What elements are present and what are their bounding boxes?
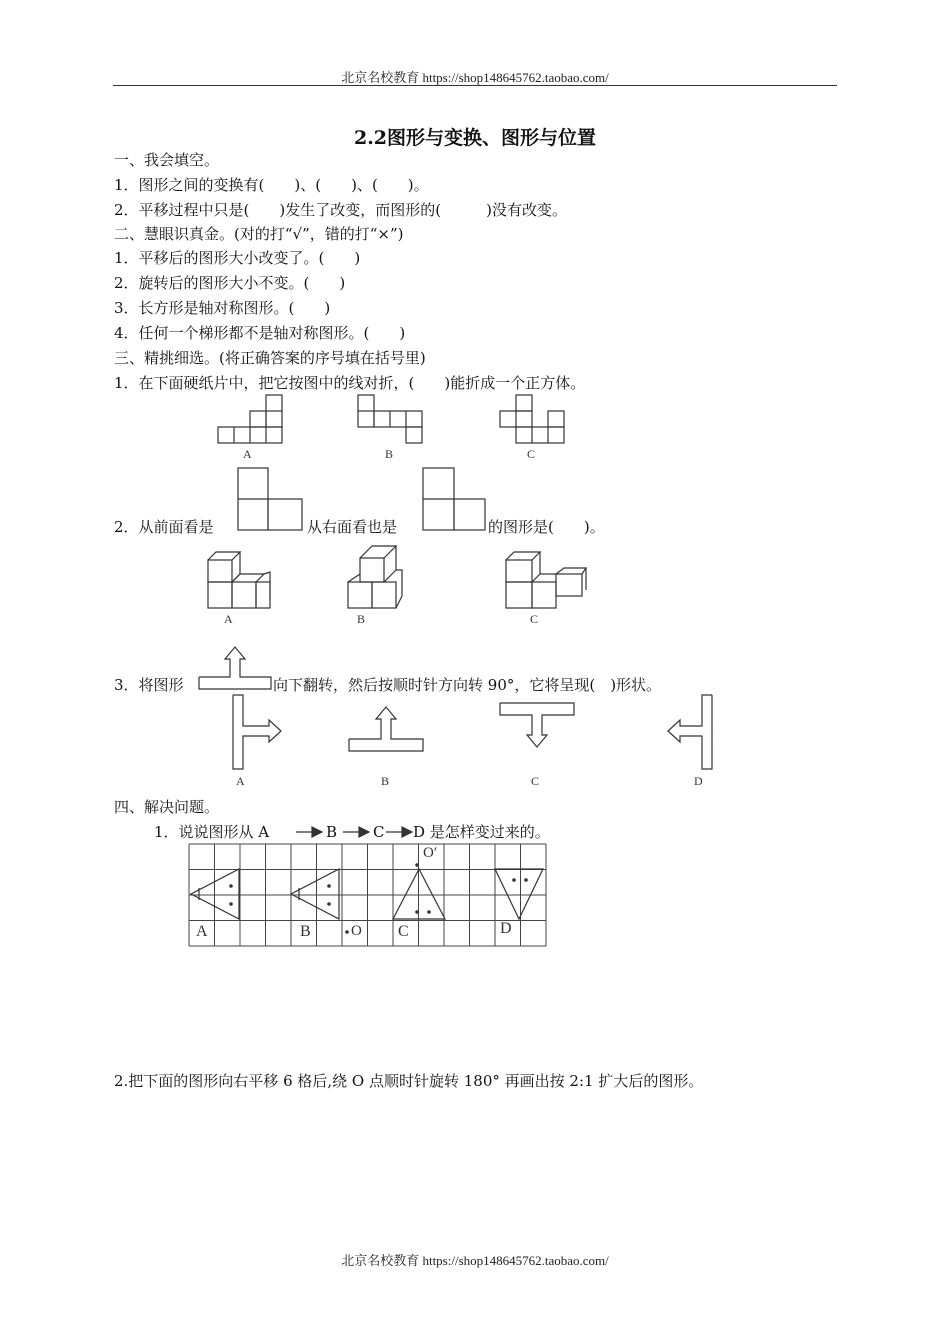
cubes-c-label: C	[530, 612, 539, 626]
s2-question-4: 4．任何一个梯形都不是轴对称图形。( )	[114, 324, 406, 342]
net-c-label: C	[527, 447, 536, 461]
arrow-t-figure	[199, 645, 273, 691]
s2-question-2: 2．旋转后的图形大小不变。( )	[114, 274, 346, 292]
cubes-a-label: A	[224, 612, 233, 626]
grid-label-d: D	[500, 920, 512, 937]
grid-label-a: A	[196, 923, 208, 940]
option-c-label: C	[531, 774, 540, 788]
arrow-right-icon	[296, 826, 324, 838]
option-c-figure	[500, 703, 576, 755]
s3-question-3-part-b: 向下翻转，然后按顺时针方向转 90°，它将呈现( )形状。	[273, 676, 662, 694]
eye-dot	[229, 884, 233, 888]
eye-dot	[327, 884, 331, 888]
grid-label-c: C	[398, 923, 409, 940]
s4-question-1-c: C	[373, 823, 385, 841]
net-b-figure	[358, 395, 424, 445]
section-2-heading: 二、慧眼识真金。(对的打“√”，错的打“×”)	[114, 225, 404, 243]
page-title: 2.2图形与变换、图形与位置	[353, 127, 597, 149]
cubes-b-figure	[348, 544, 406, 610]
point-o	[345, 930, 349, 934]
page-footer: 北京名校教育 https://shop148645762.taobao.com/	[341, 1253, 609, 1268]
s2-question-3: 3．长方形是轴对称图形。( )	[114, 299, 331, 317]
eye-dot	[512, 878, 516, 882]
eye-dot	[427, 910, 431, 914]
eye-dot	[524, 878, 528, 882]
option-d-label: D	[694, 774, 703, 788]
eye-dot	[327, 902, 331, 906]
option-b-figure	[349, 705, 425, 755]
s3-question-2-part-b: 从右面看也是	[307, 518, 398, 536]
triangle-d	[495, 869, 543, 919]
cubes-c-figure	[506, 552, 586, 610]
grid-label-b: B	[300, 923, 311, 940]
cubes-a-figure	[208, 552, 274, 610]
grid-label-o: O	[351, 923, 362, 939]
s4-question-1-d: D 是怎样变过来的。	[413, 823, 550, 841]
option-b-label: B	[381, 774, 390, 788]
transform-grid	[189, 844, 551, 948]
page-header: 北京名校教育 https://shop148645762.taobao.com/	[341, 70, 609, 85]
s3-question-1: 1．在下面硬纸片中，把它按图中的线对折，( )能折成一个正方体。	[114, 374, 586, 392]
s4-question-1-b: B	[326, 823, 338, 841]
arrow-right-icon	[386, 826, 414, 838]
triangle-b	[291, 869, 339, 919]
s3-question-2-part-c: 的图形是( )。	[488, 518, 605, 536]
s3-question-3-part-a: 3．将图形	[114, 676, 184, 694]
option-a-label: A	[236, 774, 245, 788]
s1-question-2: 2．平移过程中只是( )发生了改变，而图形的( )没有改变。	[114, 201, 567, 219]
s3-question-2-part-a: 2．从前面看是	[114, 518, 214, 536]
right-view-figure	[423, 468, 489, 532]
arrow-right-icon	[343, 826, 371, 838]
s2-question-1: 1．平移后的图形大小改变了。( )	[114, 249, 361, 267]
cubes-b-label: B	[357, 612, 366, 626]
section-3-heading: 三、精挑细选。(将正确答案的序号填在括号里)	[114, 349, 426, 367]
s4-question-2: 2.把下面的图形向右平移 6 格后,绕 O 点顺时针旋转 180° 再画出按 2:1 扩大后的图形。	[114, 1072, 704, 1090]
s4-question-1-a: 1．说说图形从 A	[154, 823, 270, 841]
option-a-figure	[233, 695, 285, 771]
eye-dot	[229, 902, 233, 906]
net-b-label: B	[385, 447, 394, 461]
section-4-heading: 四、解决问题。	[114, 798, 220, 816]
grid-label-o-prime: O′	[423, 845, 438, 861]
eye-dot	[415, 910, 419, 914]
net-c-figure	[500, 395, 566, 445]
option-d-figure	[668, 695, 714, 771]
net-a-figure	[218, 395, 284, 445]
net-a-label: A	[243, 447, 252, 461]
s1-question-1: 1．图形之间的变换有( )、( )、( )。	[114, 176, 429, 194]
header-rule	[113, 85, 837, 86]
front-view-figure	[238, 468, 306, 532]
point-o-prime	[415, 863, 419, 867]
section-1-heading: 一、我会填空。	[114, 151, 220, 169]
